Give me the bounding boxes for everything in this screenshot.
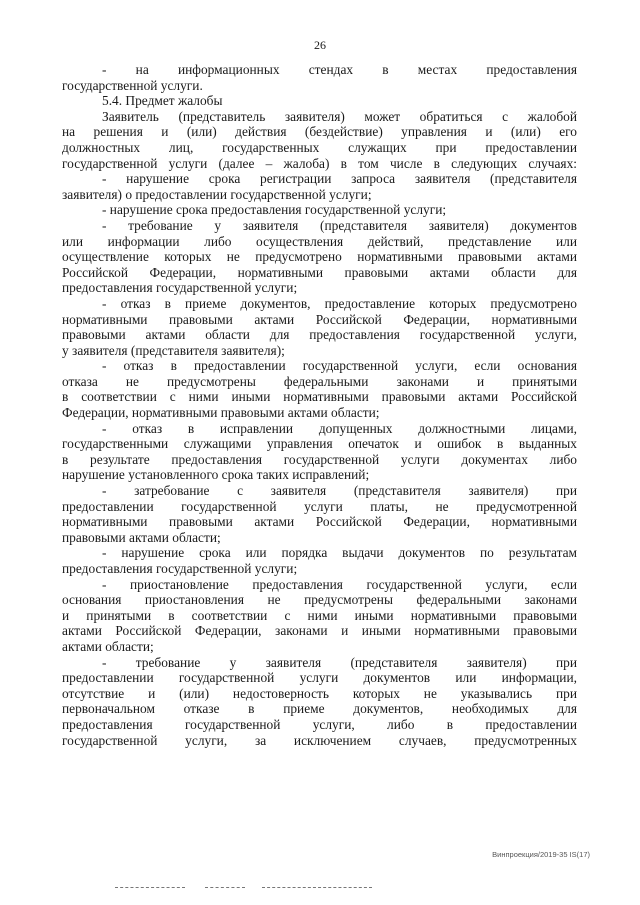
text-line: актами области; xyxy=(62,638,154,654)
text-line: государственной услуги (далее – жалоба) в том числе в следующих случаях: xyxy=(62,155,577,171)
document-body xyxy=(62,62,577,748)
text-line: в соответствии с ними иными нормативными правовыми актами Российской xyxy=(62,389,577,405)
text-line: предоставлении государственной услуги документов или информации, xyxy=(62,670,577,686)
text-line: предоставления государственной услуги; xyxy=(62,561,298,576)
text-line: в результате предоставления государственной услуги документах либо xyxy=(62,451,577,467)
text-line: государственной услуги, за исключением случаев, предусмотренных xyxy=(62,732,577,748)
text-line: 5.4. Предмет жалобы xyxy=(102,93,223,109)
text-line: осуществление которых не предусмотрено нормативными правовыми актами xyxy=(62,249,577,265)
text-line: на решения и (или) действия (бездействие) управления и (или) его xyxy=(62,124,577,140)
text-line: предоставлении государственной услуги платы, не предусмотренной xyxy=(62,498,577,514)
text-line: отказа не предусмотрены федеральными законами и принятыми xyxy=(62,373,577,389)
text-line: - нарушение срока предоставления государственной услуги; xyxy=(102,202,447,218)
scan-artifact-line xyxy=(115,887,185,889)
text-line: Заявитель (представитель заявителя) может обратиться с жалобой xyxy=(102,108,577,124)
text-line: предоставления государственной услуги; xyxy=(62,280,298,296)
text-line: нормативными правовыми актами Российской Федерации, нормативными xyxy=(62,514,577,530)
text-line: у заявителя (представителя заявителя); xyxy=(62,342,285,358)
scan-artifact-line xyxy=(205,887,245,889)
footer-document-code: Винпроекция/2019-35 IS(17) xyxy=(492,850,590,859)
text-line: нарушение установленного срока таких исправлений; xyxy=(62,467,370,483)
text-line: - отказ в исправлении допущенных должностными лицами, xyxy=(102,420,577,436)
text-line: государственной услуги. xyxy=(62,77,203,93)
text-line: предоставления государственной услуги, либо в предоставлении xyxy=(62,716,577,732)
text-line: - нарушение срока регистрации запроса заявителя (представителя xyxy=(102,171,577,187)
text-line: - требование у заявителя (представителя заявителя) при xyxy=(102,654,577,670)
text-line: Федерации, нормативными правовыми актами области; xyxy=(62,405,380,421)
text-line: нормативными правовыми актами Российской Федерации, нормативными xyxy=(62,311,577,327)
text-line: актами Российской Федерации, законами и иными нормативными правовыми xyxy=(62,623,577,639)
text-line: первоначальном отказе в приеме документов, необходимых для xyxy=(62,701,577,717)
text-line: - приостановление предоставления государственной услуги, если xyxy=(102,576,577,592)
text-line: - отказ в предоставлении государственной услуги, если основания xyxy=(102,358,577,374)
text-line: - требование у заявителя (представителя заявителя) документов xyxy=(102,217,577,233)
page-number: 26 xyxy=(314,38,326,52)
text-line: - затребование с заявителя (представителя заявителя) при xyxy=(102,483,577,499)
text-line: государственными служащими управления опечаток и ошибок в выданных xyxy=(62,436,577,452)
text-line: Российской Федерации, нормативными правовыми актами области для xyxy=(62,264,577,280)
text-line: основания приостановления не предусмотрены федеральными законами xyxy=(62,592,577,608)
text-line: правовыми актами области; xyxy=(62,529,221,545)
scan-artifact-line xyxy=(262,887,372,889)
text-line: - отказ в приеме документов, предоставление которых предусмотрено xyxy=(102,295,577,311)
text-line: - на информационных стендах в местах предоставления xyxy=(102,62,577,77)
text-line: заявителя) о предоставлении государственной услуги; xyxy=(62,186,372,202)
text-line: должностных лиц, государственных служащих при предоставлении xyxy=(62,139,577,155)
text-line: отсутствие и (или) недостоверность которых не указывались при xyxy=(62,685,577,701)
text-line: правовыми актами области для предоставления государственной услуги, xyxy=(62,327,577,343)
text-line: - нарушение срока или порядка выдачи документов по результатам xyxy=(102,545,577,561)
text-line: или информации либо осуществления действий, представление или xyxy=(62,233,577,249)
text-line: и принятыми в соответствии с ними иными нормативными правовыми xyxy=(62,607,577,623)
